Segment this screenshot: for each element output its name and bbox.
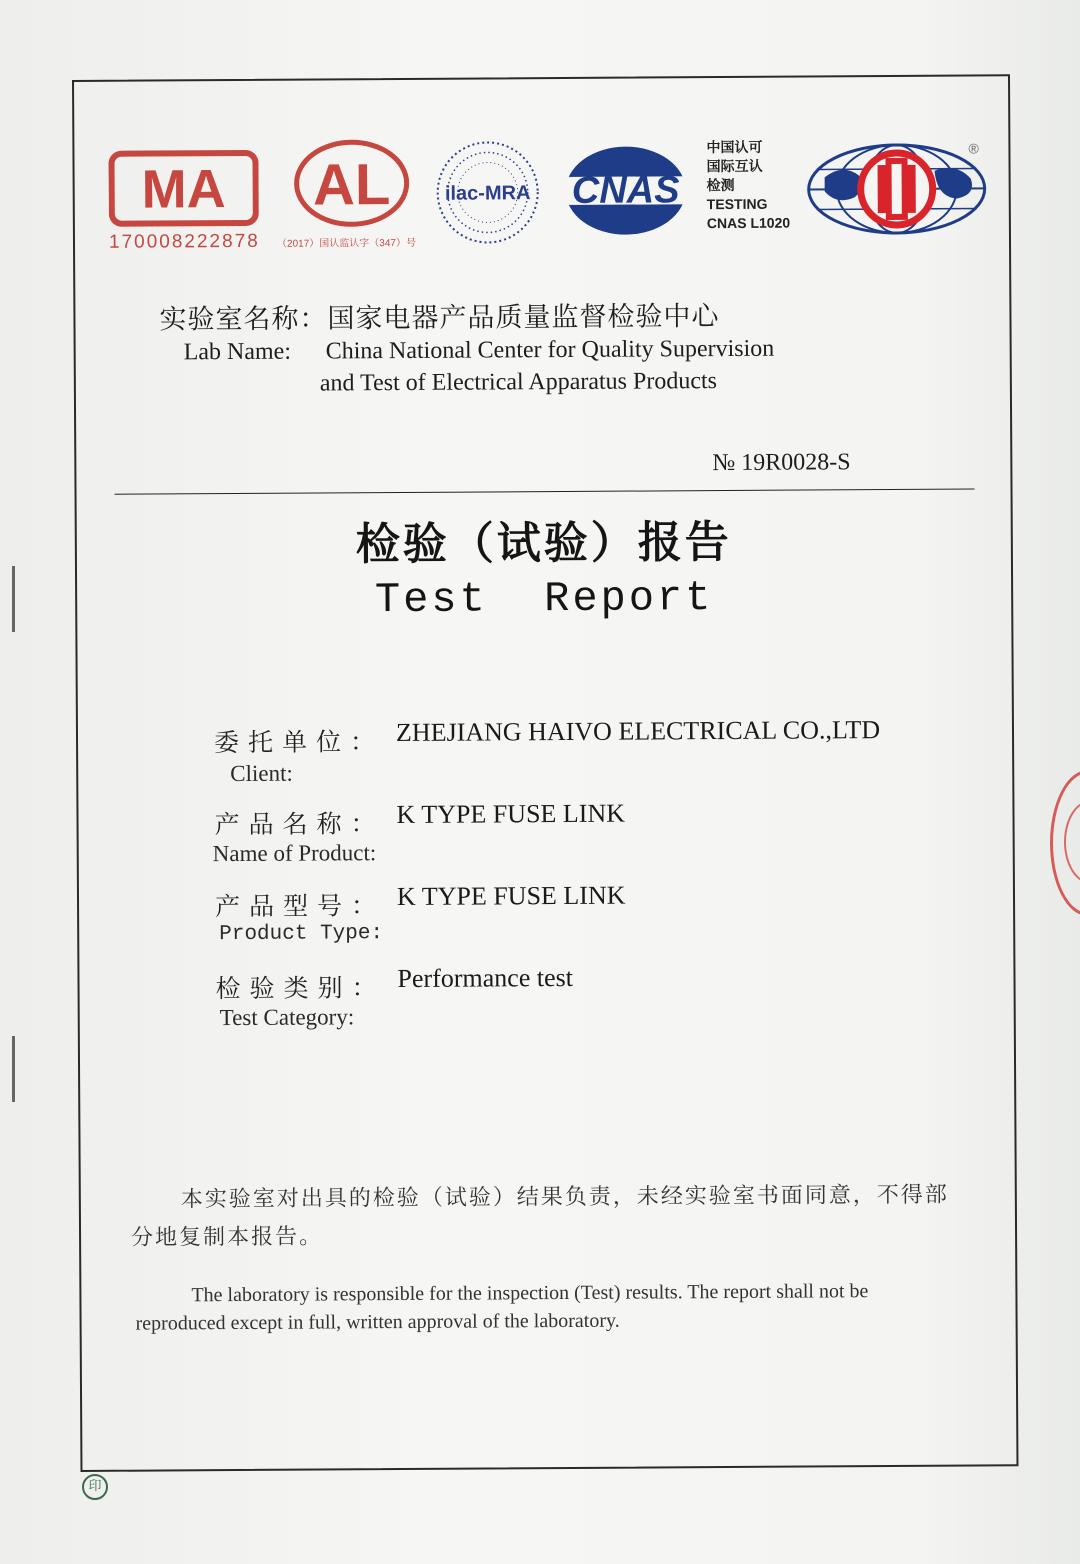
lab-name-en-line1: China National Center for Quality Supervision [325, 335, 775, 365]
client-value: ZHEJIANG HAIVO ELECTRICAL CO.,LTD [395, 715, 881, 748]
test-category-value: Performance test [397, 962, 574, 994]
report-title-cn: 检验（试验）报告 [355, 516, 732, 571]
test-category-label-cn: 检验类别： [215, 973, 386, 1004]
ilac-logo-text: ilac-MRA [444, 182, 531, 205]
client-label-cn: 委托单位： [213, 727, 385, 758]
ilac-mra-logo [432, 137, 543, 248]
cnas-line-2: 国际互认 [706, 157, 763, 175]
cnas-line-1: 中国认可 [706, 138, 763, 156]
report-number: № 19R0028-S [712, 449, 851, 477]
binder-mark-bottom [12, 1036, 15, 1102]
product-name-label-en: Name of Product: [212, 840, 377, 867]
print-mark-icon: 印 [82, 1474, 108, 1500]
report-title-en: Test Report [374, 574, 714, 625]
header-divider [115, 488, 975, 494]
cnas-logo [560, 142, 691, 239]
client-label-en: Client: [230, 760, 293, 787]
cnas-logo-text: CNAS [571, 169, 680, 212]
lab-name-cn: 实验室名称：国家电器产品质量监督检验中心 [159, 301, 720, 336]
lab-name-en-label: Lab Name: [183, 338, 292, 366]
cnas-line-4: TESTING [706, 195, 768, 213]
product-name-value: K TYPE FUSE LINK [396, 798, 626, 830]
product-type-label-en: Product Type: [219, 922, 384, 947]
notice-en: The laboratory is responsible for the inspection (Test) results. The report shall not be reproduced except in full, written approval of the laboratory. [135, 1280, 869, 1335]
cal-logo-text: AL [312, 152, 391, 218]
cnas-accreditation-text [706, 138, 790, 234]
product-type-label-cn: 产品型号： [214, 891, 386, 922]
cnas-line-3: 检测 [706, 176, 735, 194]
report-cover-frame [72, 74, 1018, 1472]
notice-cn: 本实验室对出具的检验（试验）结果负责，未经实验室书面同意，不得部分地复制本报告。 [130, 1182, 949, 1251]
cnas-line-5: CNAS L1020 [706, 214, 791, 232]
lab-name-en-line2: and Test of Electrical Apparatus Products [319, 368, 718, 397]
cma-number: 170008222878 [108, 230, 260, 253]
product-type-value: K TYPE FUSE LINK [396, 880, 626, 912]
cma-logo [108, 149, 258, 228]
registered-mark: ® [968, 140, 979, 157]
test-category-label-en: Test Category: [219, 1004, 355, 1031]
cma-logo-text: MA [141, 159, 226, 220]
product-name-label-cn: 产品名称： [214, 809, 385, 840]
binder-mark-top [12, 566, 15, 632]
cal-license-text: （2017）国认监认字（347）号 [276, 237, 416, 250]
cal-logo [292, 138, 411, 229]
cqc-globe-logo [804, 140, 989, 237]
